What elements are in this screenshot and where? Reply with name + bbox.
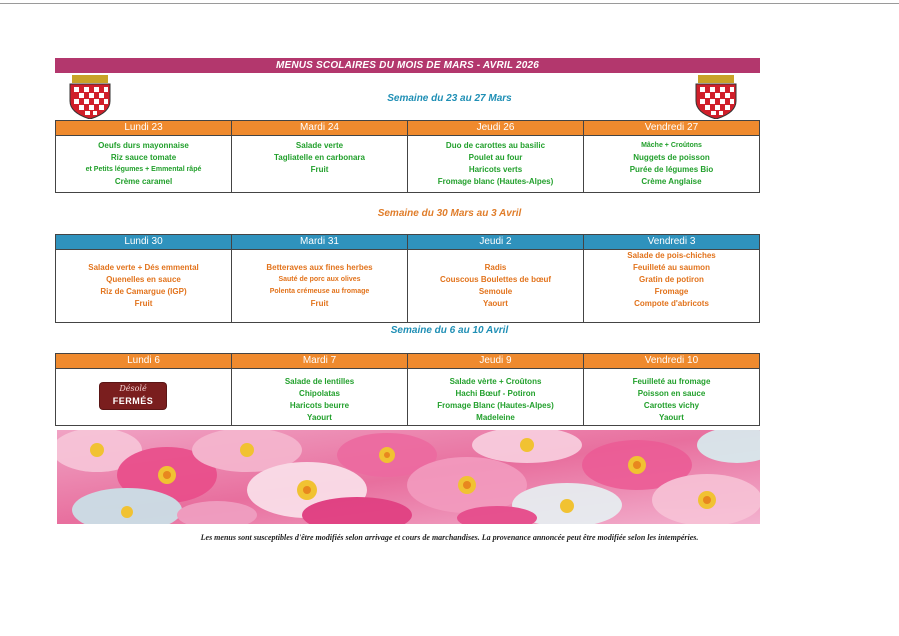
menu-item: Duo de carottes au basilic [445, 141, 546, 150]
menu-item: Yaourt [307, 413, 332, 422]
day-menu-cell [232, 369, 408, 426]
menu-item: Salade de pois-chiches [627, 251, 716, 260]
day-header: Mardi 31 [232, 235, 408, 250]
day-header: Jeudi 9 [408, 354, 584, 369]
menu-item: Fruit [310, 165, 329, 174]
menu-item: Riz de Camargue (IGP) [100, 287, 187, 296]
closed-sign [100, 383, 166, 409]
day-menu-cell [56, 136, 232, 193]
menu-item: Fromage [654, 287, 689, 296]
day-menu-cell [584, 136, 760, 193]
day-header: Vendredi 10 [584, 354, 760, 369]
week-menu-table [55, 120, 760, 193]
menu-item: Hachi Bœuf - Potiron [455, 389, 536, 398]
day-header: Vendredi 27 [584, 121, 760, 136]
day-header: Mardi 24 [232, 121, 408, 136]
menu-item: Betteraves aux fines herbes [266, 263, 373, 272]
day-menu-cell [408, 369, 584, 426]
menu-item: Salade vèrte + Croûtons [449, 377, 542, 386]
day-menu-cell [232, 250, 408, 323]
week-title: Semaine du 23 au 27 Mars [387, 93, 512, 104]
menu-item: Poulet au four [468, 153, 523, 162]
day-header: Jeudi 2 [408, 235, 584, 250]
menu-item: Crème Anglaise [641, 177, 702, 186]
menu-item: Purée de légumes Bio [629, 165, 714, 174]
week-title: Semaine du 30 Mars au 3 Avril [377, 208, 522, 219]
menu-item: Chipolatas [299, 389, 340, 398]
day-menu-cell [408, 250, 584, 323]
day-header: Lundi 30 [56, 235, 232, 250]
menu-item: Salade de lentilles [284, 377, 355, 386]
flower-photo [57, 430, 760, 524]
day-header: Jeudi 26 [408, 121, 584, 136]
day-menu-cell [584, 369, 760, 426]
menu-item: Yaourt [483, 299, 508, 308]
menu-item: Poisson en sauce [637, 389, 706, 398]
week-menu-table [55, 353, 760, 426]
menu-item: Compote d'abricots [634, 299, 709, 308]
week-menu-table [55, 234, 760, 323]
menu-item: Polenta crémeuse au fromage [269, 288, 370, 295]
menu-item: Salade verte [295, 141, 344, 150]
menu-item: Madeleine [476, 413, 515, 422]
menu-item: Nuggets de poisson [633, 153, 710, 162]
menu-item: Haricots verts [468, 165, 523, 174]
menu-item: et Petits légumes + Emmental râpé [85, 166, 202, 173]
week-title: Semaine du 6 au 10 Avril [390, 325, 509, 336]
menu-item: Gratin de potiron [639, 275, 704, 284]
day-menu-cell [56, 250, 232, 323]
day-menu-cell [584, 250, 760, 323]
day-menu-cell [56, 369, 232, 426]
menu-item: Carottes vichy [643, 401, 700, 410]
menu-item: Feuilleté au saumon [633, 263, 710, 272]
menu-item: Radis [484, 263, 507, 272]
day-menu-cell [408, 136, 584, 193]
menu-item: Feuilleté au fromage [632, 377, 711, 386]
menu-item: Tagliatelle en carbonara [274, 153, 365, 162]
day-header: Vendredi 3 [584, 235, 760, 250]
closed-sign-top: Désolé [119, 384, 147, 393]
menu-item: Salade verte + Dés emmental [88, 263, 199, 272]
menu-item: Quenelles en sauce [106, 275, 181, 284]
menu-item: Haricots beurre [289, 401, 350, 410]
day-menu-cell [232, 136, 408, 193]
menu-item: Sauté de porc aux olives [278, 276, 361, 283]
menu-item: Riz sauce tomate [110, 153, 177, 162]
menu-item: Semoule [478, 287, 513, 296]
menu-item: Oeufs durs mayonnaise [98, 141, 189, 150]
menu-item: Yaourt [659, 413, 684, 422]
menu-item: Fromage Blanc (Hautes-Alpes) [437, 401, 554, 410]
menu-item: Fruit [134, 299, 153, 308]
scan-edge-line [0, 3, 899, 4]
document-title: MENUS SCOLAIRES DU MOIS DE MARS - AVRIL 2026 [55, 58, 760, 73]
menu-item: Crème caramel [114, 177, 173, 186]
footer-note: Les menus sont susceptibles d'être modifiés selon arrivage et cours de marchandises. La provenance annoncée peut être modifiée selon les intempéries. [200, 533, 699, 542]
day-header: Lundi 6 [56, 354, 232, 369]
menu-item: Mâche + Croûtons [641, 142, 702, 149]
menu-item: Couscous Boulettes de bœuf [439, 275, 552, 284]
closed-sign-bottom: FERMÉS [112, 396, 154, 406]
day-header: Mardi 7 [232, 354, 408, 369]
menu-item: Fruit [310, 299, 329, 308]
menu-item: Fromage blanc (Hautes-Alpes) [437, 177, 554, 186]
day-header: Lundi 23 [56, 121, 232, 136]
